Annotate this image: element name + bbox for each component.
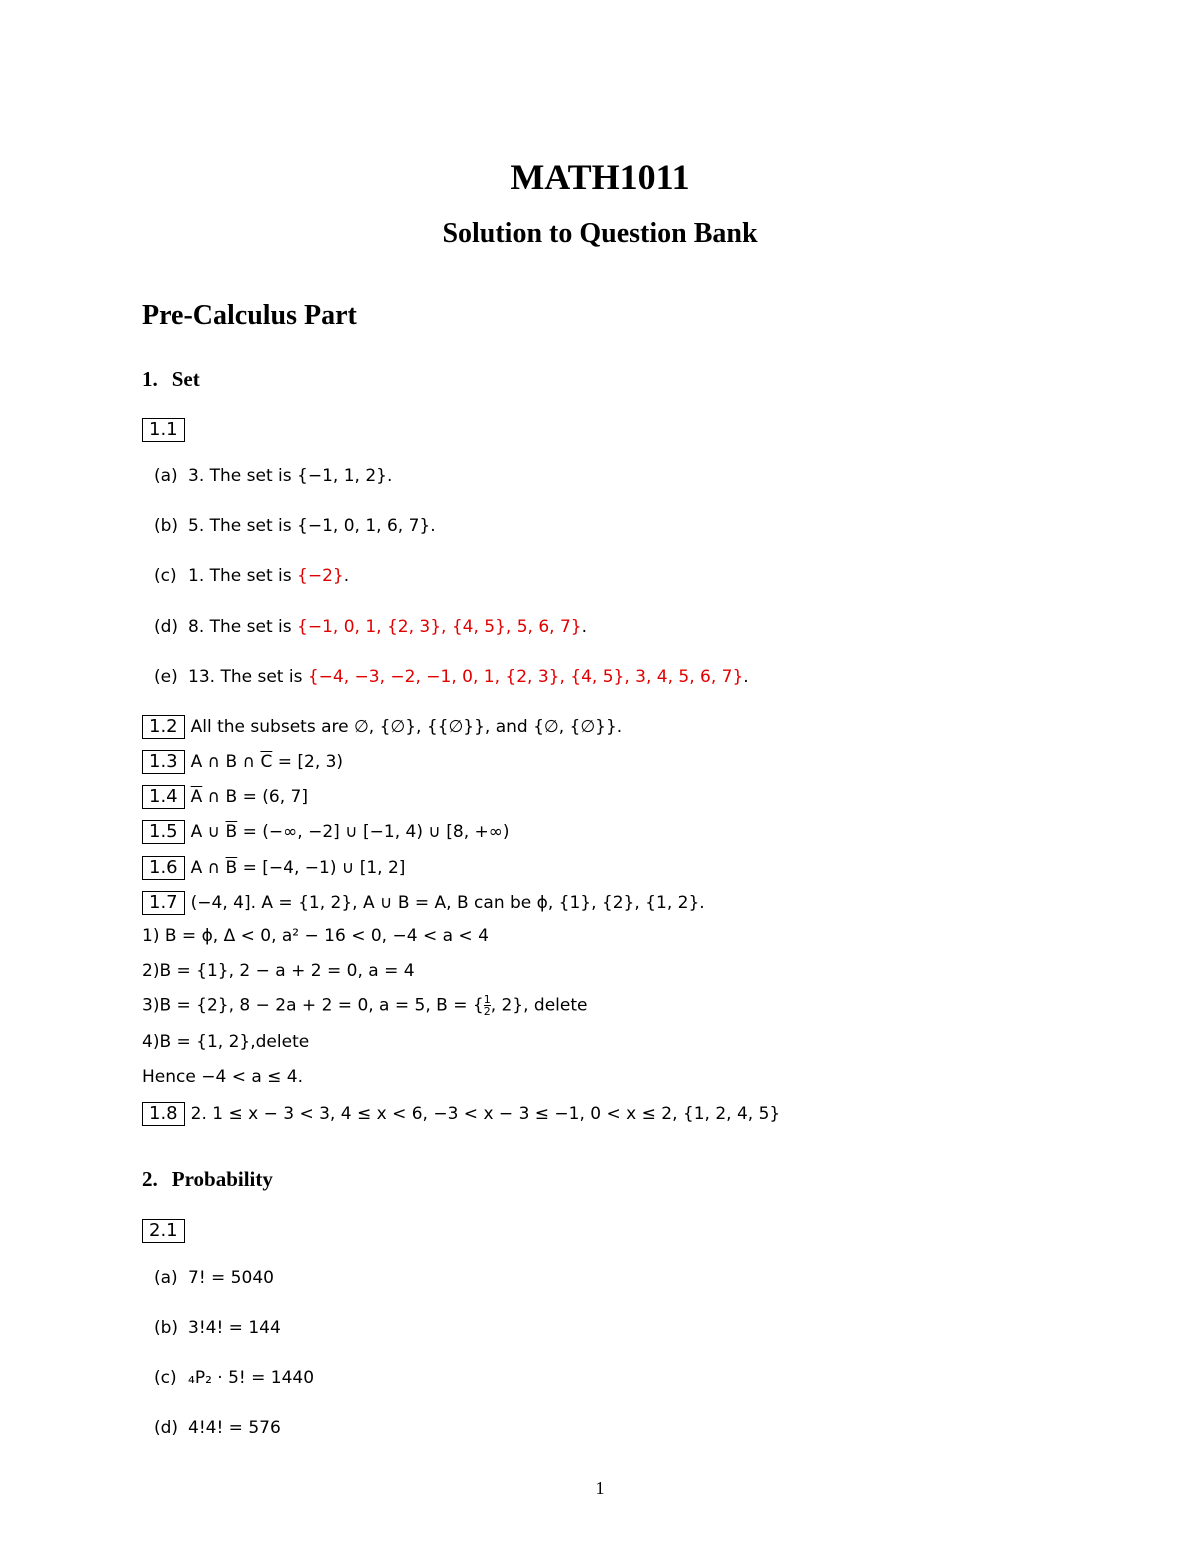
item-label: (d) bbox=[154, 1418, 179, 1438]
answer-text: = (−∞, −2] ∪ [−1, 4) ∪ [8, +∞) bbox=[237, 822, 510, 842]
question-1-5 bbox=[142, 820, 510, 844]
section-number: 2. bbox=[142, 1167, 158, 1191]
complement-symbol: $\overline{C}$ bbox=[260, 752, 273, 772]
solution-line: 1) B = ϕ, Δ < 0, a² − 16 < 0, −4 < a < 4 bbox=[142, 926, 489, 946]
item-label: (a) bbox=[154, 1268, 178, 1288]
item-label: (e) bbox=[154, 667, 178, 687]
document-subtitle: Solution to Question Bank bbox=[442, 218, 758, 249]
item-text: ₄P₂ · 5! = 1440 bbox=[188, 1368, 315, 1388]
list-item bbox=[154, 1368, 314, 1388]
question-number-box: 1.4 bbox=[142, 785, 185, 809]
item-prefix: 8. The set is bbox=[188, 617, 298, 637]
item-prefix: 1. The set is bbox=[188, 566, 298, 586]
item-label: (b) bbox=[154, 1318, 179, 1338]
section-heading-set bbox=[142, 367, 200, 392]
question-number-box: 2.1 bbox=[142, 1219, 185, 1243]
item-label: (d) bbox=[154, 617, 179, 637]
answer-text: = [−4, −1) ∪ [1, 2] bbox=[237, 858, 406, 878]
item-label: (a) bbox=[154, 466, 178, 486]
complement-symbol: $\overline{B}$ bbox=[225, 822, 238, 842]
section-title: Set bbox=[171, 367, 200, 391]
list-item bbox=[154, 617, 587, 637]
fraction-denominator: 2 bbox=[483, 1005, 491, 1018]
solution-line: 4)B = {1, 2},delete bbox=[142, 1032, 310, 1052]
answer-text: A ∩ bbox=[190, 858, 226, 878]
item-label: (c) bbox=[154, 566, 177, 586]
item-label: (b) bbox=[154, 516, 179, 536]
item-value-highlight: {−2} bbox=[297, 566, 344, 586]
answer-text: A ∪ bbox=[190, 822, 226, 842]
question-1-6 bbox=[142, 856, 405, 880]
complement-symbol: $\overline{B}$ bbox=[225, 858, 238, 878]
item-label: (c) bbox=[154, 1368, 177, 1388]
list-item bbox=[154, 516, 436, 536]
item-value: {−1, 1, 2} bbox=[297, 466, 387, 486]
solution-text: , 2}, delete bbox=[490, 995, 588, 1016]
part-heading: Pre-Calculus Part bbox=[142, 300, 357, 331]
question-1-8 bbox=[142, 1102, 780, 1126]
list-item bbox=[154, 1268, 274, 1288]
question-1-4 bbox=[142, 785, 308, 809]
item-suffix: . bbox=[386, 466, 393, 486]
question-1-1 bbox=[142, 418, 191, 442]
question-1-7 bbox=[142, 891, 705, 915]
item-text: 3!4! = 144 bbox=[188, 1318, 281, 1338]
question-number-box: 1.3 bbox=[142, 750, 185, 774]
page-number: 1 bbox=[595, 1478, 605, 1498]
question-number-box: 1.8 bbox=[142, 1102, 185, 1126]
item-text: 4!4! = 576 bbox=[188, 1418, 281, 1438]
solution-line: 2)B = {1}, 2 − a + 2 = 0, a = 4 bbox=[142, 961, 415, 981]
question-number-box: 1.6 bbox=[142, 856, 185, 880]
question-number-box: 1.2 bbox=[142, 715, 185, 739]
answer-text: 2. 1 ≤ x − 3 < 3, 4 ≤ x < 6, −3 < x − 3 ≤ −1, 0 < x ≤ 2, {1, 2, 4, 5} bbox=[190, 1104, 781, 1124]
question-2-1 bbox=[142, 1219, 191, 1243]
item-value-highlight: {−4, −3, −2, −1, 0, 1, {2, 3}, {4, 5}, 3, 4, 5, 6, 7} bbox=[307, 667, 744, 687]
item-suffix: . bbox=[581, 617, 587, 637]
question-1-2 bbox=[142, 715, 622, 739]
question-number-box: 1.1 bbox=[142, 418, 185, 442]
item-prefix: 13. The set is bbox=[188, 667, 308, 687]
list-item bbox=[154, 667, 749, 687]
list-item bbox=[154, 1318, 281, 1338]
list-item bbox=[154, 466, 392, 486]
fraction-numerator: 1 bbox=[483, 993, 491, 1006]
section-title: Probability bbox=[171, 1167, 273, 1191]
complement-symbol: $\overline{A}$ bbox=[190, 787, 203, 807]
solution-line bbox=[142, 994, 588, 1017]
item-text: 7! = 5040 bbox=[188, 1268, 274, 1288]
question-1-3 bbox=[142, 750, 343, 774]
item-suffix: . bbox=[343, 566, 350, 586]
solution-line: Hence −4 < a ≤ 4. bbox=[142, 1067, 304, 1087]
answer-text: All the subsets are ∅, {∅}, {{∅}}, and {∅, {∅}}. bbox=[190, 717, 623, 737]
item-value: {−1, 0, 1, 6, 7} bbox=[297, 516, 431, 536]
section-heading-probability bbox=[142, 1167, 273, 1192]
section-number: 1. bbox=[142, 367, 158, 391]
item-prefix: 3. The set is bbox=[188, 466, 298, 486]
fraction bbox=[484, 994, 491, 1017]
question-number-box: 1.7 bbox=[142, 891, 185, 915]
item-suffix: . bbox=[430, 516, 436, 536]
answer-text: ∩ B = (6, 7] bbox=[202, 787, 308, 807]
item-suffix: . bbox=[743, 667, 749, 687]
answer-text: = [2, 3) bbox=[272, 752, 344, 772]
item-value-highlight: {−1, 0, 1, {2, 3}, {4, 5}, 5, 6, 7} bbox=[297, 617, 582, 637]
item-prefix: 5. The set is bbox=[188, 516, 298, 536]
document-title: MATH1011 bbox=[510, 157, 690, 197]
solution-text: 3)B = {2}, 8 − 2a + 2 = 0, a = 5, B = { bbox=[142, 995, 484, 1016]
answer-text: (−4, 4]. A = {1, 2}, A ∪ B = A, B can be ϕ, {1}, {2}, {1, 2}. bbox=[190, 893, 705, 913]
answer-text: A ∩ B ∩ bbox=[190, 752, 261, 772]
list-item bbox=[154, 1418, 281, 1438]
question-number-box: 1.5 bbox=[142, 820, 185, 844]
list-item bbox=[154, 566, 349, 586]
